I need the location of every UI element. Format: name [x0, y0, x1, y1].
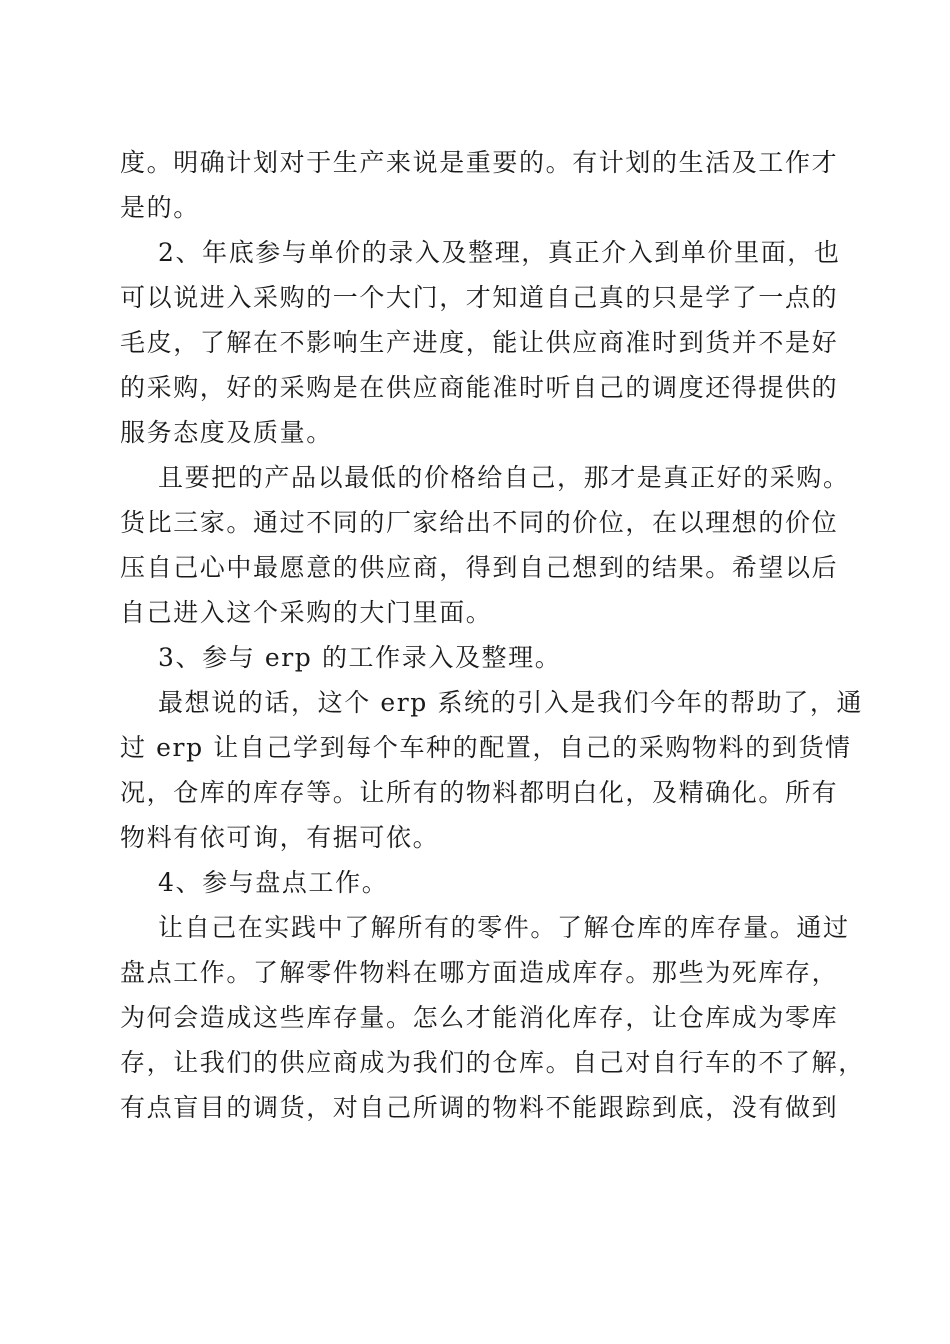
text-line: 过 erp 让自己学到每个车种的配置，自己的采购物料的到货情 [120, 733, 852, 762]
paragraph-start: 且要把的产品以最低的价格给自己，那才是真正好的采购。 [158, 463, 850, 492]
text-line: 可以说进入采购的一个大门，才知道自己真的只是学了一点的 [120, 283, 839, 312]
text-line: 毛皮，了解在不影响生产进度，能让供应商准时到货并不是好 [120, 328, 839, 357]
text-line: 度。明确计划对于生产来说是重要的。有计划的生活及工作才 [120, 148, 839, 177]
paragraph-start: 最想说的话，这个 erp 系统的引入是我们今年的帮助了，通 [158, 688, 864, 717]
text-line: 压自己心中最愿意的供应商，得到自己想到的结果。希望以后 [120, 553, 839, 582]
text-line: 盘点工作。了解零件物料在哪方面造成库存。那些为死库存， [120, 958, 839, 987]
paragraph-item-4-heading: 4、参与盘点工作。 [158, 868, 389, 897]
text-line: 自己进入这个采购的大门里面。 [120, 598, 493, 627]
text-line: 物料有依可询，有据可依。 [120, 823, 440, 852]
text-line: 的采购，好的采购是在供应商能准时听自己的调度还得提供的 [120, 373, 839, 402]
text-line: 况，仓库的库存等。让所有的物料都明白化，及精确化。所有 [120, 778, 839, 807]
text-line: 服务态度及质量。 [120, 418, 333, 447]
text-line: 存，让我们的供应商成为我们的仓库。自己对自行车的不了解， [120, 1048, 865, 1077]
paragraph-start: 让自己在实践中了解所有的零件。了解仓库的库存量。通过 [158, 913, 850, 942]
text-line: 货比三家。通过不同的厂家给出不同的价位，在以理想的价位 [120, 508, 839, 537]
text-line: 为何会造成这些库存量。怎么才能消化库存，让仓库成为零库 [120, 1003, 839, 1032]
paragraph-item-2-start: 2、年底参与单价的录入及整理，真正介入到单价里面，也 [158, 238, 841, 267]
text-line: 是的。 [120, 193, 200, 222]
paragraph-item-3-heading: 3、参与 erp 的工作录入及整理。 [158, 643, 562, 672]
text-line: 有点盲目的调货，对自己所调的物料不能跟踪到底，没有做到 [120, 1093, 839, 1122]
